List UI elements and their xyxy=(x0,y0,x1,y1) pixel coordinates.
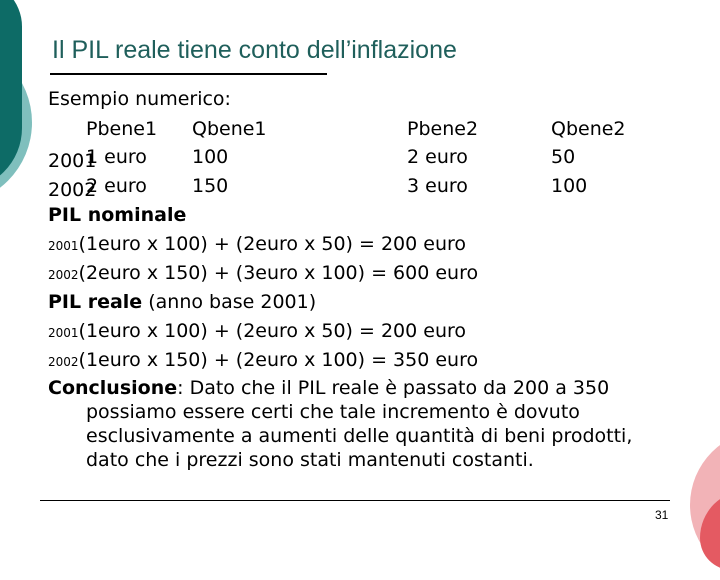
slide-title: Il PIL reale tiene conto dell’inflazione xyxy=(52,36,457,64)
table-cell-q2: 100 xyxy=(551,175,588,197)
header-pbene2: Pbene2 xyxy=(407,118,479,140)
nominal-line: 2001(1euro x 100) + (2euro x 50) = 200 euro xyxy=(48,233,467,255)
title-underline xyxy=(50,73,327,75)
table-cell-p1: 2 euro xyxy=(86,175,147,197)
real-line: 2001(1euro x 100) + (2euro x 50) = 200 euro xyxy=(48,320,467,342)
table-row-year: 2001 xyxy=(48,150,97,172)
header-qbene1: Qbene1 xyxy=(192,118,267,140)
table-cell-p2: 2 euro xyxy=(407,146,468,168)
header-pbene1: Pbene1 xyxy=(86,118,158,140)
real-heading: PIL reale (anno base 2001) xyxy=(48,291,317,313)
table-cell-q1: 100 xyxy=(192,146,229,168)
real-line: 2002(1euro x 150) + (2euro x 100) = 350 euro xyxy=(48,349,479,371)
table-cell-q1: 150 xyxy=(192,175,229,197)
footer-rule xyxy=(40,500,670,501)
conclusion-line: esclusivamente a aumenti delle quantità di beni prodotti, xyxy=(86,425,633,447)
nominal-line: 2002(2euro x 150) + (3euro x 100) = 600 euro xyxy=(48,262,479,284)
table-cell-p2: 3 euro xyxy=(407,175,468,197)
table-cell-p1: 1 euro xyxy=(86,146,147,168)
page-number: 31 xyxy=(655,508,669,522)
nominal-heading: PIL nominale xyxy=(48,204,187,226)
conclusion-line: Conclusione: Dato che il PIL reale è passato da 200 a 350 xyxy=(48,377,610,399)
conclusion-line: dato che i prezzi sono stati mantenuti costanti. xyxy=(86,449,534,471)
table-row-year: 2002 xyxy=(48,179,97,201)
table-cell-q2: 50 xyxy=(551,146,576,168)
header-qbene2: Qbene2 xyxy=(551,118,626,140)
conclusion-line: possiamo essere certi che tale incremento è dovuto xyxy=(86,401,580,423)
intro-text: Esempio numerico: xyxy=(48,88,231,110)
